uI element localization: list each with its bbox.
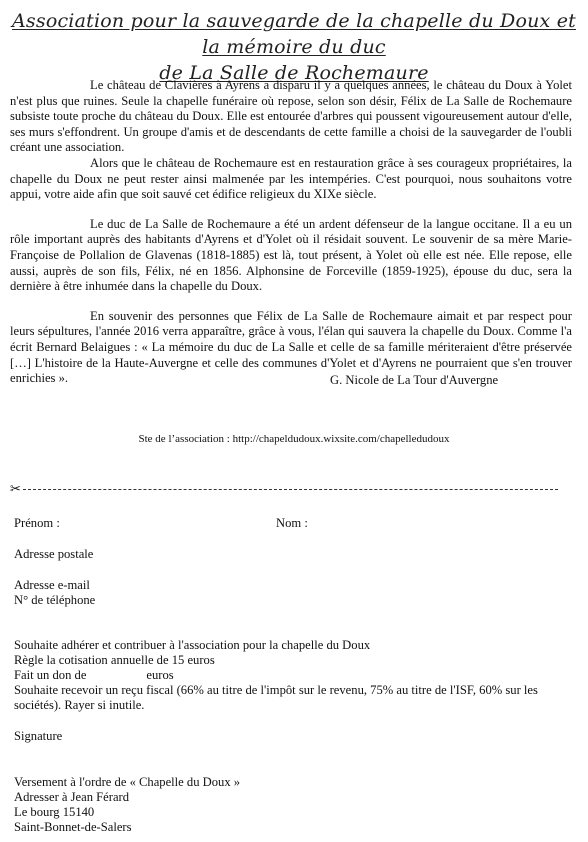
paragraph-4: En souvenir des personnes que Félix de La Salle de Rochemaure aimait et par respect pour leurs sépultures, l'année 2016 verra apparaître, grâce à vous, l'élan qui sauvera la chapelle du Doux. Comme l'a écrit Bernard Belaigues : « La mémoire du duc de La Salle et celle de sa famille mériteraient d'être préservée […] L'histoire de la Haute-Auvergne et celle des communes d'Yolet et d'Ayrens ne pourraient que s'en trouver enrichies ». [10, 308, 572, 386]
association-website: Ste de l’association : http://chapeldudoux.wixsite.com/chapelledudoux [138, 433, 450, 445]
option-cotisation: Règle la cotisation annuelle de 15 euros [14, 653, 215, 667]
field-prenom: Prénom : [14, 516, 60, 530]
don-suffix: euros [146, 668, 174, 682]
field-telephone: N° de téléphone [14, 593, 96, 607]
field-signature: Signature [14, 729, 63, 743]
page-title [8, 8, 580, 86]
mailing-city: Saint-Bonnet-de-Salers [14, 820, 132, 834]
don-label: Fait un don de [14, 668, 87, 682]
paragraph-3: Le duc de La Salle de Rochemaure a été un ardent défenseur de la langue occitane. Il a eu un rôle important auprès des habitants d'Ayrens et d'Yolet où il résidait souvent. Le souvenir de sa mère Marie-Françoise de Pollalion de Glavenas (1818-1885) est là, tout présent, à Yolet où elle est née. Elle repose, elle aussi, auprès de son fils, Félix, né en 1856. Alphonsine de Forceville (1859-1925), épouse du duc, sera la dernière à être inhumée dans la chapelle du Doux. [10, 216, 572, 294]
field-nom: Nom : [276, 516, 308, 530]
option-recu-fiscal-line-1: Souhaite recevoir un reçu fiscal (66% au titre de l'impôt sur le revenu, 75% au titre de l'ISF, 60% sur les [14, 683, 538, 697]
letter-body [10, 78, 572, 387]
field-adresse-postale: Adresse postale [14, 547, 94, 561]
paragraph-2: Alors que le château de Rochemaure est en restauration grâce à ses courageux propriétaires, la chapelle du Doux ne peut rester ainsi malmenée par les intempéries. C'est pourquoi, nous souhaitons votre appui, votre aide afin que soit sauvé cet édifice religieux du XIXe siècle. [10, 155, 572, 202]
paragraph-1: Le château de Clavières à Ayrens a disparu il y a quelques années, le château du Doux à Yolet n'est plus que ruines. Seule la chapelle funéraire où repose, selon son désir, Félix de La Salle de Rochemaure subsiste toute proche du château du Doux. Elle est entourée d'arbres qui poussent vigoureusement autour d'elle, ses murs s'effondrent. Un groupe d'amis et de descendants de cette famille a choisi de la sauvegarder de l'oubli créant une association. [10, 78, 572, 155]
cut-line [10, 482, 558, 496]
dashed-divider [23, 489, 558, 490]
author-signature: G. Nicole de La Tour d'Auvergne [330, 373, 499, 387]
mailing-name: Adresser à Jean Férard [14, 790, 130, 804]
scissors-icon: ✂ [10, 481, 21, 496]
title-line-1: Association pour la sauvegarde de la chapelle du Doux et la mémoire du duc [12, 10, 576, 58]
payment-instruction: Versement à l'ordre de « Chapelle du Doux » [14, 775, 241, 789]
option-don [14, 668, 174, 683]
option-adherer: Souhaite adhérer et contribuer à l'association pour la chapelle du Doux [14, 638, 371, 652]
field-adresse-email: Adresse e-mail [14, 578, 90, 592]
mailing-street: Le bourg 15140 [14, 805, 95, 819]
title-line-2: de La Salle de Rochemaure [159, 62, 429, 84]
option-recu-fiscal-line-2: sociétés). Rayer si inutile. [14, 698, 145, 712]
